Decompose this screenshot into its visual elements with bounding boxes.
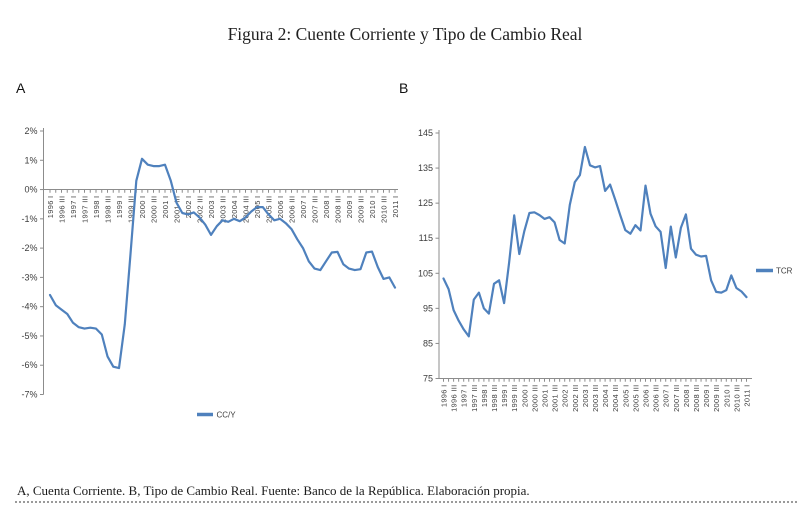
- panel-label-b: B: [399, 80, 409, 96]
- bottom-rule: [15, 501, 797, 503]
- svg-text:2002 III: 2002 III: [570, 384, 580, 412]
- svg-text:2001 III: 2001 III: [172, 195, 182, 223]
- svg-text:1998 I: 1998 I: [92, 195, 101, 219]
- svg-text:2003 I: 2003 I: [580, 384, 590, 408]
- svg-text:1%: 1%: [24, 155, 38, 166]
- svg-text:2011 I: 2011 I: [742, 384, 752, 407]
- svg-text:2010 I: 2010 I: [722, 384, 732, 408]
- svg-text:2006 I: 2006 I: [641, 384, 651, 408]
- y-tick-labels: [21, 126, 37, 400]
- svg-text:2009 I: 2009 I: [702, 384, 712, 408]
- svg-text:145: 145: [417, 128, 433, 138]
- svg-text:2008 I: 2008 I: [681, 384, 691, 408]
- legend-tcr: [756, 267, 793, 276]
- svg-text:2006 I: 2006 I: [276, 195, 285, 219]
- svg-text:2004 I: 2004 I: [230, 195, 239, 219]
- svg-text:105: 105: [417, 268, 433, 279]
- chart-panel-b: [418, 128, 793, 412]
- svg-text:2008 III: 2008 III: [333, 195, 343, 223]
- svg-text:-4%: -4%: [21, 301, 38, 312]
- svg-text:2005 I: 2005 I: [621, 384, 631, 408]
- svg-text:2010 III: 2010 III: [732, 384, 742, 412]
- svg-text:2000 III: 2000 III: [149, 195, 159, 223]
- svg-text:2008 I: 2008 I: [322, 195, 331, 219]
- svg-text:1996 I: 1996 I: [46, 195, 55, 219]
- svg-text:2003 I: 2003 I: [207, 195, 216, 219]
- svg-text:2003 III: 2003 III: [218, 195, 228, 223]
- svg-text:-1%: -1%: [21, 213, 38, 224]
- svg-text:2007 I: 2007 I: [661, 384, 671, 408]
- svg-text:1997 III: 1997 III: [469, 384, 479, 412]
- svg-text:1997 I: 1997 I: [69, 195, 78, 219]
- svg-text:2000 I: 2000 I: [138, 195, 147, 219]
- svg-text:2005 I: 2005 I: [253, 195, 262, 219]
- panel-label-a: A: [16, 80, 26, 96]
- svg-text:-5%: -5%: [21, 330, 38, 341]
- svg-text:125: 125: [417, 198, 433, 209]
- svg-text:2007 III: 2007 III: [671, 384, 681, 412]
- svg-text:2004 III: 2004 III: [611, 384, 621, 412]
- svg-text:115: 115: [418, 233, 433, 244]
- svg-text:1997 I: 1997 I: [459, 384, 469, 408]
- svg-text:2011 I: 2011 I: [391, 195, 400, 218]
- figure-title: Figura 2: Cuente Corriente y Tipo de Cambio Real: [227, 24, 583, 44]
- svg-text:2001 I: 2001 I: [161, 195, 170, 219]
- svg-text:2010 III: 2010 III: [379, 195, 389, 223]
- svg-text:TCR: TCR: [776, 266, 793, 276]
- svg-text:1996 III: 1996 III: [449, 384, 459, 412]
- svg-text:1999 III: 1999 III: [510, 384, 520, 412]
- svg-text:2001 III: 2001 III: [550, 384, 560, 412]
- svg-text:-6%: -6%: [21, 360, 38, 371]
- svg-text:2005 III: 2005 III: [631, 384, 641, 412]
- svg-text:2003 III: 2003 III: [591, 384, 600, 412]
- svg-text:1998 III: 1998 III: [490, 384, 499, 412]
- chart-panel-a: [21, 126, 400, 420]
- svg-text:2002 I: 2002 I: [184, 195, 193, 219]
- svg-text:2007 I: 2007 I: [299, 195, 308, 219]
- svg-text:2010 I: 2010 I: [368, 195, 377, 219]
- svg-text:2009 III: 2009 III: [712, 384, 722, 412]
- svg-text:2%: 2%: [24, 126, 38, 136]
- svg-text:75: 75: [422, 373, 433, 384]
- legend-ccy: [197, 411, 236, 420]
- svg-text:2009 III: 2009 III: [356, 195, 366, 223]
- svg-text:2004 I: 2004 I: [601, 384, 611, 408]
- x-tick-labels: [440, 385, 752, 412]
- svg-text:1999 III: 1999 III: [126, 195, 136, 223]
- svg-text:2001 I: 2001 I: [540, 384, 550, 408]
- svg-text:1998 III: 1998 III: [103, 195, 113, 223]
- axes: [40, 128, 398, 395]
- svg-text:2004 III: 2004 III: [241, 195, 251, 223]
- svg-text:2006 III: 2006 III: [287, 195, 297, 223]
- y-tick-labels: [418, 128, 433, 384]
- svg-text:2006 III: 2006 III: [651, 384, 661, 412]
- svg-text:2002 III: 2002 III: [195, 195, 205, 223]
- svg-text:135: 135: [417, 163, 433, 174]
- svg-text:1999 I: 1999 I: [500, 384, 510, 408]
- series-line-tcr: [444, 147, 747, 336]
- svg-text:0%: 0%: [24, 184, 38, 195]
- svg-text:CC/Y: CC/Y: [216, 410, 236, 420]
- svg-text:1998 I: 1998 I: [479, 384, 489, 408]
- svg-text:2009 I: 2009 I: [345, 195, 354, 219]
- svg-text:2000 III: 2000 III: [530, 384, 540, 412]
- svg-text:-7%: -7%: [21, 389, 38, 400]
- svg-text:2002 I: 2002 I: [560, 384, 570, 408]
- svg-text:1996 I: 1996 I: [439, 384, 449, 408]
- svg-text:85: 85: [422, 338, 433, 349]
- figure-caption: A, Cuenta Corriente. B, Tipo de Cambio Real. Fuente: Banco de la República. Elaboración propia.: [17, 483, 530, 498]
- svg-text:95: 95: [422, 303, 433, 314]
- svg-text:-3%: -3%: [21, 272, 38, 283]
- svg-text:-2%: -2%: [21, 243, 38, 254]
- svg-text:2005 III: 2005 III: [264, 195, 274, 223]
- svg-text:1999 I: 1999 I: [115, 195, 124, 219]
- svg-text:2007 III: 2007 III: [310, 195, 320, 223]
- svg-text:2000 I: 2000 I: [520, 384, 530, 408]
- svg-text:1996 III: 1996 III: [57, 195, 67, 223]
- svg-text:2008 III: 2008 III: [692, 384, 701, 412]
- x-tick-labels: [46, 196, 400, 223]
- svg-text:1997 III: 1997 III: [80, 195, 90, 223]
